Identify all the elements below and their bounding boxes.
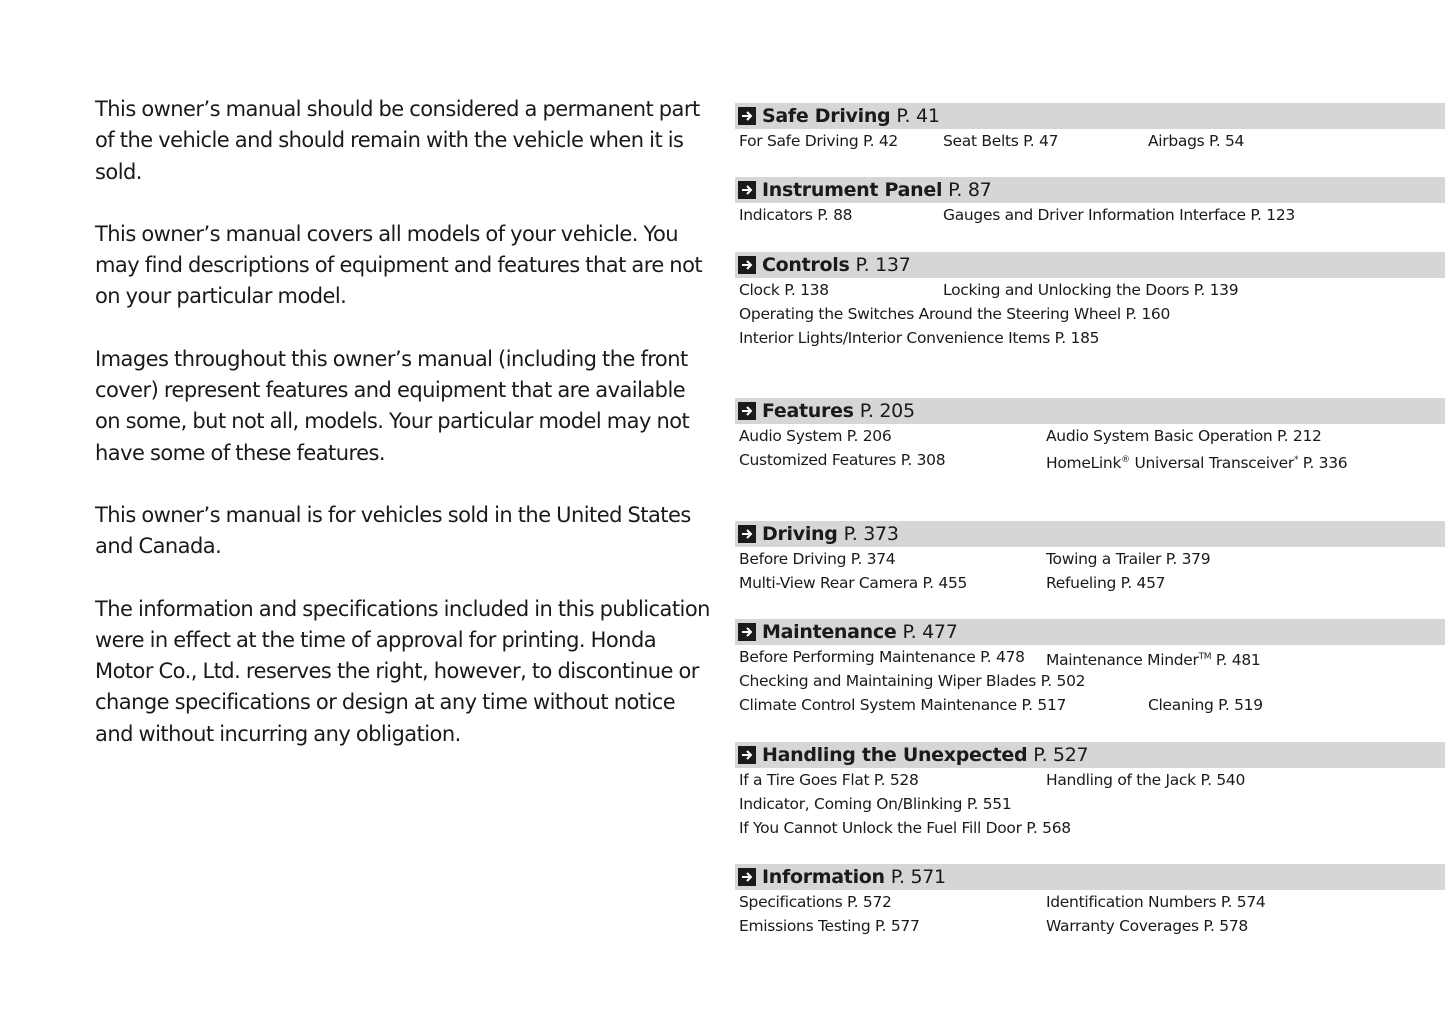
arrow-right-icon <box>738 623 756 641</box>
toc-link[interactable]: Before Performing Maintenance P. 478 <box>739 648 1025 666</box>
section-title: Safe Driving <box>762 105 891 127</box>
section-information <box>735 864 1445 938</box>
intro-paragraph: This owner’s manual should be considered a permanent part of the vehicle and should remain with the vehicle when it is sold. <box>95 97 700 184</box>
toc-link[interactable]: Locking and Unlocking the Doors P. 139 <box>943 281 1239 299</box>
asterisk-mark: * <box>1293 455 1299 465</box>
section-title: Maintenance <box>762 621 897 643</box>
toc-link[interactable]: Refueling P. 457 <box>1046 574 1166 592</box>
arrow-right-icon <box>738 402 756 420</box>
toc-link[interactable]: Checking and Maintaining Wiper Blades P. 502 <box>739 672 1086 690</box>
intro-paragraph: This owner’s manual is for vehicles sold in the United States and Canada. <box>95 502 691 559</box>
toc-link-homelink[interactable] <box>1046 448 1347 475</box>
section-page: P. 87 <box>948 179 992 201</box>
registered-mark: ® <box>1121 455 1130 465</box>
toc-link[interactable]: Audio System P. 206 <box>739 427 892 445</box>
section-header[interactable] <box>735 398 1445 424</box>
toc-link[interactable]: Operating the Switches Around the Steering Wheel P. 160 <box>739 305 1171 323</box>
toc-link[interactable]: Airbags P. 54 <box>1148 132 1245 150</box>
homelink-label-rest: Universal Transceiver <box>1129 454 1294 473</box>
intro-text <box>95 94 715 781</box>
section-header[interactable] <box>735 521 1445 547</box>
section-instrument-panel <box>735 177 1445 227</box>
section-title: Instrument Panel <box>762 179 943 201</box>
toc-link[interactable]: Gauges and Driver Information Interface P. 123 <box>943 206 1295 224</box>
section-header[interactable] <box>735 742 1445 768</box>
section-title: Handling the Unexpected <box>762 744 1028 766</box>
toc-link[interactable]: Emissions Testing P. 577 <box>739 917 920 935</box>
toc-link[interactable]: Identification Numbers P. 574 <box>1046 893 1266 911</box>
section-header[interactable] <box>735 177 1445 203</box>
arrow-right-icon <box>738 181 756 199</box>
minder-page: P. 481 <box>1211 651 1261 670</box>
toc-link[interactable]: Towing a Trailer P. 379 <box>1046 550 1211 568</box>
toc-link[interactable]: Seat Belts P. 47 <box>943 132 1059 150</box>
intro-paragraph: The information and specifications included in this publication were in effect at the time of approval for printing. Honda Motor Co., Ltd. reserves the right, however, to discontinue or change specifications or design at any time without notice and without incurring any obligation. <box>95 596 710 746</box>
toc-link[interactable]: Audio System Basic Operation P. 212 <box>1046 427 1322 445</box>
section-page: P. 205 <box>859 400 915 422</box>
toc-link[interactable]: Customized Features P. 308 <box>739 451 946 469</box>
section-handling-the-unexpected <box>735 742 1445 840</box>
homelink-page: P. 336 <box>1298 454 1348 473</box>
arrow-right-icon <box>738 256 756 274</box>
toc-link[interactable]: Indicator, Coming On/Blinking P. 551 <box>739 795 1012 813</box>
section-title: Information <box>762 866 885 888</box>
toc-link[interactable]: For Safe Driving P. 42 <box>739 132 898 150</box>
toc-link[interactable]: Specifications P. 572 <box>739 893 892 911</box>
section-maintenance <box>735 619 1445 717</box>
section-header[interactable] <box>735 103 1445 129</box>
arrow-right-icon <box>738 868 756 886</box>
section-features <box>735 398 1445 472</box>
section-driving <box>735 521 1445 595</box>
section-page: P. 477 <box>902 621 958 643</box>
toc-link[interactable]: Warranty Coverages P. 578 <box>1046 917 1248 935</box>
section-header[interactable] <box>735 619 1445 645</box>
minder-label: Maintenance Minder <box>1046 651 1199 670</box>
toc-link[interactable]: Clock P. 138 <box>739 281 829 299</box>
arrow-right-icon <box>738 746 756 764</box>
arrow-right-icon <box>738 107 756 125</box>
intro-paragraph: This owner’s manual covers all models of your vehicle. You may find descriptions of equipment and features that are not on your particular model. <box>95 221 703 309</box>
section-title: Features <box>762 400 854 422</box>
section-page: P. 137 <box>855 254 911 276</box>
toc-link[interactable]: Before Driving P. 374 <box>739 550 896 568</box>
section-safe-driving <box>735 103 1445 153</box>
trademark-mark: TM <box>1198 652 1212 662</box>
section-title: Driving <box>762 523 838 545</box>
section-page: P. 527 <box>1033 744 1089 766</box>
toc-link[interactable]: If You Cannot Unlock the Fuel Fill Door P. 568 <box>739 819 1071 837</box>
intro-paragraph: Images throughout this owner’s manual (including the front cover) represent features and equipment that are available on some, but not all, models. Your particular model may not have some of these features. <box>95 346 690 465</box>
toc-link[interactable]: Interior Lights/Interior Convenience Items P. 185 <box>739 329 1100 347</box>
toc-link[interactable]: Multi-View Rear Camera P. 455 <box>739 574 968 592</box>
homelink-label: HomeLink <box>1046 454 1122 473</box>
section-page: P. 373 <box>843 523 899 545</box>
section-header[interactable] <box>735 864 1445 890</box>
toc-link[interactable]: Indicators P. 88 <box>739 206 853 224</box>
toc-link[interactable]: If a Tire Goes Flat P. 528 <box>739 771 919 789</box>
toc-link[interactable]: Cleaning P. 519 <box>1148 696 1263 714</box>
toc-link[interactable]: Handling of the Jack P. 540 <box>1046 771 1246 789</box>
section-page: P. 571 <box>890 866 946 888</box>
section-page: P. 41 <box>896 105 940 127</box>
toc-link[interactable]: Climate Control System Maintenance P. 517 <box>739 696 1067 714</box>
arrow-right-icon <box>738 525 756 543</box>
section-title: Controls <box>762 254 850 276</box>
section-header[interactable] <box>735 252 1445 278</box>
section-controls <box>735 252 1445 350</box>
